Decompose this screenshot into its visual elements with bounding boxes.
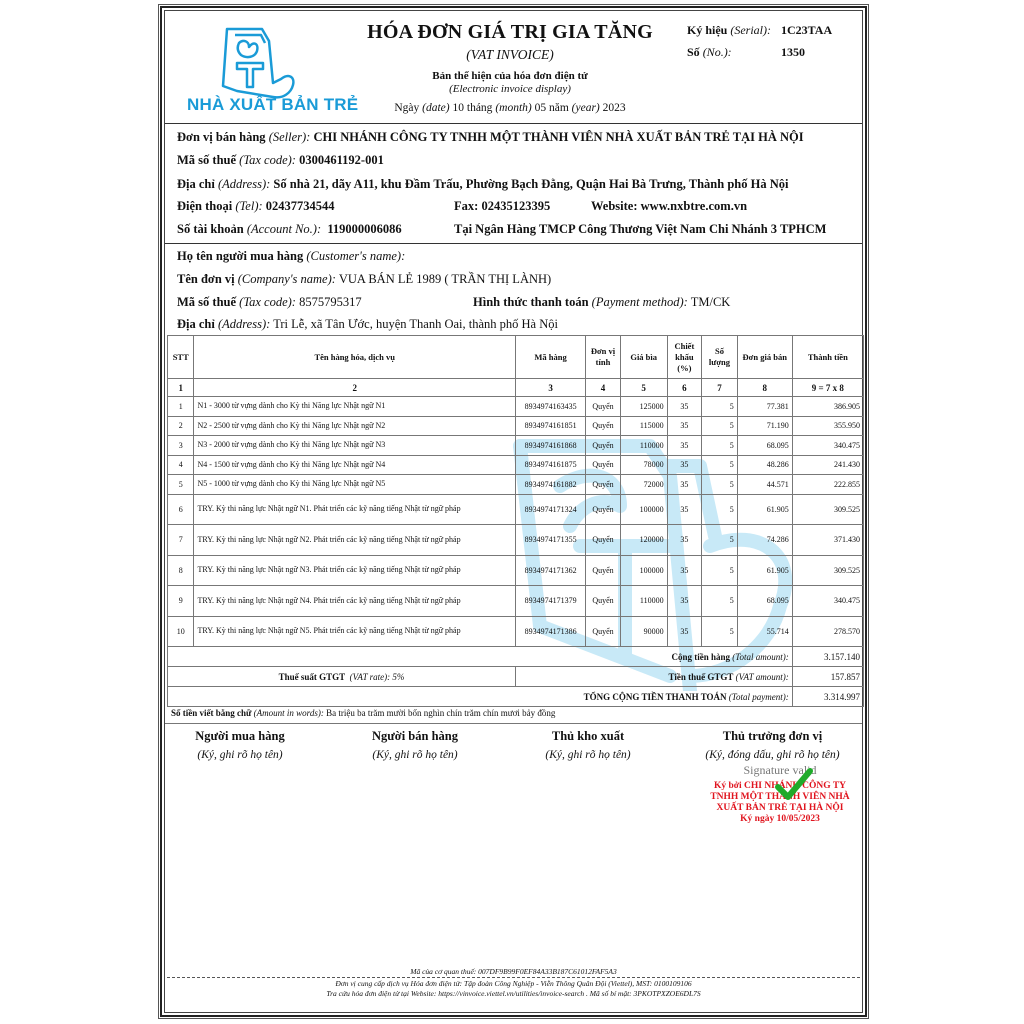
index-cell: 8 [737,379,792,397]
cell-unit: Quyển [586,616,621,647]
seller-address-line: Địa chỉ (Address): Số nhà 21, dãy A11, khu Đầm Trấu, Phường Bạch Đằng, Quận Hai Bà Trưng, Thành phố Hà Nội [177,177,789,191]
cell-discount: 35 [667,525,702,556]
divider [165,243,862,244]
cell-code: 8934974171324 [515,494,585,525]
vat-rate-value: 5% [392,671,405,682]
signature-status: Signature valid [743,763,817,777]
cell-code: 8934974163435 [515,397,585,417]
amount-in-words-value: Ba triệu ba trăm mười bốn nghìn chín trăm chín mươi bảy đồng [326,708,556,718]
vat-amount-label: Tiền thuế GTGT (VAT amount): [515,667,792,687]
total-payment-row [168,687,864,707]
total-amount-value: 3.157.140 [792,647,863,667]
cell-discount: 35 [667,586,702,617]
cell-stt: 10 [168,616,194,647]
seller-tax-line: Mã số thuế (Tax code): 0300461192-001 [177,153,384,167]
col-header-code: Mã hàng [515,336,585,379]
cell-unit: Quyển [586,436,621,456]
cell-qty: 5 [702,525,738,556]
cell-unit: Quyển [586,397,621,417]
table-header-row [168,336,864,379]
dotted-divider [167,977,860,978]
cell-qty: 5 [702,555,738,586]
cell-code: 8934974171379 [515,586,585,617]
seller-website[interactable]: www.nxbtre.com.vn [640,199,748,213]
cell-unit-price: 74.286 [737,525,792,556]
cell-amount: 340.475 [792,586,863,617]
cell-name: N5 - 1000 từ vựng dành cho Kỳ thi Năng lực Nhật ngữ N5 [194,475,516,495]
seller-address: Số nhà 21, dãy A11, khu Đầm Trấu, Phường Bạch Đằng, Quận Hai Bà Trưng, Thành phố Hà Nội [273,177,789,191]
vat-row [168,667,864,687]
cell-cover-price: 120000 [620,525,667,556]
cell-unit-price: 48.286 [737,455,792,475]
cell-cover-price: 90000 [620,616,667,647]
index-cell: 5 [620,379,667,397]
cell-unit: Quyển [586,525,621,556]
signature-signer: Ký bởi CHI NHÁNH CÔNG TY TNHH MỘT THÀNH VIÊN NHÀ XUẤT BẢN TRẺ TẠI HÀ NỘI Ký ngày 10/05/2023 [700,781,860,825]
cell-discount: 35 [667,455,702,475]
tax-authority-code: Mã của cơ quan thuế: 007DF9B99F0EF84A33B187C61012FAF5A3 [410,967,617,976]
cell-qty: 5 [702,436,738,456]
table-row [168,436,864,456]
cell-name: N2 - 2500 từ vựng dành cho Kỳ thi Năng lực Nhật ngữ N2 [194,416,516,436]
signature-title: Người mua hàng [195,729,285,743]
cell-name: TRY. Kỳ thi năng lực Nhật ngữ N2. Phát triển các kỹ năng tiếng Nhật từ ngữ pháp [194,525,516,556]
cell-code: 8934974161882 [515,475,585,495]
signature-hint: (Ký, ghi rõ họ tên) [545,749,631,761]
table-row [168,616,864,647]
signature-warehouse [503,729,673,761]
table-row [168,494,864,525]
cell-code: 8934974161868 [515,436,585,456]
cell-stt: 3 [168,436,194,456]
date-month-label-en: (month) [495,102,532,114]
digital-signature[interactable] [700,763,860,825]
cell-unit-price: 61.905 [737,555,792,586]
date-year-label-en: (year) [571,102,600,114]
cell-discount: 35 [667,475,702,495]
cell-stt: 6 [168,494,194,525]
cell-qty: 5 [702,475,738,495]
seller-website-line: Website: www.nxbtre.com.vn [591,199,748,213]
table-index-row [168,379,864,397]
col-header-stt: STT [168,336,194,379]
cell-code: 8934974171355 [515,525,585,556]
cell-stt: 8 [168,555,194,586]
cell-amount: 386.905 [792,397,863,417]
index-cell: 3 [515,379,585,397]
date-day-label-en: (date) [422,102,450,114]
cell-qty: 5 [702,455,738,475]
date-month-label: tháng [466,102,493,114]
cell-code: 8934974171362 [515,555,585,586]
col-header-unit: Đơn vị tính [586,336,621,379]
cell-name: N4 - 1500 từ vựng dành cho Kỳ thi Năng lực Nhật ngữ N4 [194,455,516,475]
cell-amount: 309.525 [792,555,863,586]
cell-amount: 340.475 [792,436,863,456]
date-day-label: Ngày [394,102,420,114]
divider [165,723,862,724]
amount-in-words: Số tiền viết bằng chữ (Amount in words): Ba triệu ba trăm mười bốn nghìn chín trăm chín mươi bảy đồng [171,708,556,718]
table-row [168,455,864,475]
cell-cover-price: 100000 [620,555,667,586]
display-label-vn: Bản thể hiện của hóa đơn điện tử [432,70,588,82]
items-table [167,335,864,707]
index-cell: 6 [667,379,702,397]
vat-rate-label: Thuế suất GTGT (VAT rate): 5% [168,667,516,687]
signature-director [685,729,860,761]
buyer-payment-line: Hình thức thanh toán (Payment method): TM/CK [473,295,731,309]
cell-stt: 7 [168,525,194,556]
cell-unit-price: 71.190 [737,416,792,436]
date-year: 2023 [602,102,626,114]
cell-unit-price: 61.905 [737,494,792,525]
cell-cover-price: 110000 [620,586,667,617]
col-header-name: Tên hàng hóa, dịch vụ [194,336,516,379]
seller-fax: 02435123395 [481,199,551,213]
cell-code: 8934974171386 [515,616,585,647]
cell-unit-price: 55.714 [737,616,792,647]
invoice-number-row [687,45,832,67]
total-amount-row [168,647,864,667]
cell-name: TRY. Kỳ thi năng lực Nhật ngữ N3. Phát triển các kỹ năng tiếng Nhật từ ngữ pháp [194,555,516,586]
divider [165,123,862,124]
cell-qty: 5 [702,616,738,647]
cell-discount: 35 [667,616,702,647]
table-row [168,555,864,586]
provider-info: Đơn vị cung cấp dịch vụ Hóa đơn điện tử: Tập đoàn Công Nghiệp - Viễn Thông Quân Đội (Viettel), MST: 0100109106 [335,979,692,988]
signature-buyer [155,729,325,761]
invoice-subtitle: (VAT INVOICE) [466,47,554,62]
cell-qty: 5 [702,397,738,417]
cell-name: TRY. Kỳ thi năng lực Nhật ngữ N1. Phát triển các kỹ năng tiếng Nhật từ ngữ pháp [194,494,516,525]
cell-discount: 35 [667,555,702,586]
signature-hint: (Ký, ghi rõ họ tên) [197,749,283,761]
serial-value: 1C23TAA [781,23,833,37]
seller-name-line: Đơn vị bán hàng (Seller): CHI NHÁNH CÔNG TY TNHH MỘT THÀNH VIÊN NHÀ XUẤT BẢN TRẺ TẠI HÀ NỘI [177,130,804,144]
seller-tax-code: 0300461192-001 [299,153,384,167]
buyer-payment-method: TM/CK [690,295,731,309]
table-row [168,397,864,417]
signature-hint: (Ký, ghi rõ họ tên) [372,749,458,761]
cell-cover-price: 110000 [620,436,667,456]
invoice-page [160,6,867,1017]
seller-fax-line: Fax: 02435123395 [454,199,551,213]
invoice-title-block [345,21,675,114]
buyer-company-line: Tên đơn vị (Company's name): VUA BÁN LẺ 1989 ( TRẦN THỊ LÀNH) [177,272,552,286]
serial-block [687,23,832,67]
index-cell: 7 [702,379,738,397]
signature-hint: (Ký, đóng dấu, ghi rõ họ tên) [705,749,840,761]
signature-title: Thủ kho xuất [551,729,625,743]
cell-name: N3 - 2000 từ vựng dành cho Kỳ thi Năng lực Nhật ngữ N3 [194,436,516,456]
invoice-title: HÓA ĐƠN GIÁ TRỊ GIA TĂNG [367,21,653,43]
cell-stt: 1 [168,397,194,417]
table-row [168,416,864,436]
buyer-tax-code: 8575795317 [299,295,362,309]
table-row [168,475,864,495]
cell-qty: 5 [702,416,738,436]
seller-tel: 02437734544 [265,199,335,213]
seller-account: 119000006086 [327,222,402,236]
cell-unit: Quyển [586,475,621,495]
index-cell: 1 [168,379,194,397]
cell-amount: 278.570 [792,616,863,647]
seller-name: CHI NHÁNH CÔNG TY TNHH MỘT THÀNH VIÊN NHÀ XUẤT BẢN TRẺ TẠI HÀ NỘI [313,130,804,144]
checkmark-icon [774,767,814,803]
col-header-qty: Số lượng [702,336,738,379]
cell-unit: Quyển [586,455,621,475]
seller-tel-line: Điện thoại (Tel): 02437734544 [177,199,335,213]
signature-title: Người bán hàng [372,729,458,743]
cell-amount: 222.855 [792,475,863,495]
cell-stt: 4 [168,455,194,475]
cell-discount: 35 [667,494,702,525]
seller-bank: Tại Ngân Hàng TMCP Công Thương Việt Nam Chi Nhánh 3 TPHCM [454,222,827,236]
cell-unit-price: 77.381 [737,397,792,417]
cell-amount: 241.430 [792,455,863,475]
invoice-number-value: 1350 [781,45,805,59]
buyer-customer-line: Họ tên người mua hàng (Customer's name): [177,249,406,263]
total-amount-label: Cộng tiền hàng (Total amount): [168,647,793,667]
serial-label: Ký hiệu (Serial): [687,23,771,37]
cell-cover-price: 72000 [620,475,667,495]
cell-unit: Quyển [586,416,621,436]
buyer-address-line: Địa chỉ (Address): Tri Lễ, xã Tân Ước, huyện Thanh Oai, thành phố Hà Nội [177,317,558,331]
col-header-amount: Thành tiền [792,336,863,379]
cell-unit-price: 68.095 [737,586,792,617]
date-day: 10 [452,102,464,114]
cell-stt: 5 [168,475,194,495]
cell-discount: 35 [667,436,702,456]
invoice-number-label: Số (No.): [687,45,732,59]
buyer-address: Tri Lễ, xã Tân Ước, huyện Thanh Oai, thành phố Hà Nội [273,317,558,331]
invoice-date [345,102,675,114]
cell-unit: Quyển [586,586,621,617]
cell-cover-price: 115000 [620,416,667,436]
cell-unit: Quyển [586,494,621,525]
vat-amount-value: 157.857 [792,667,863,687]
buyer-company-name: VUA BÁN LẺ 1989 ( TRẦN THỊ LÀNH) [338,272,552,286]
cell-code: 8934974161875 [515,455,585,475]
display-label-en: (Electronic invoice display) [449,83,571,95]
invoice-inner-border [164,10,863,1013]
cell-name: TRY. Kỳ thi năng lực Nhật ngữ N5. Phát triển các kỹ năng tiếng Nhật từ ngữ pháp [194,616,516,647]
index-cell: 9 = 7 x 8 [792,379,863,397]
col-header-cover-price: Giá bìa [620,336,667,379]
cell-qty: 5 [702,494,738,525]
date-year-label: năm [548,102,569,114]
cell-cover-price: 100000 [620,494,667,525]
cell-cover-price: 125000 [620,397,667,417]
cell-discount: 35 [667,397,702,417]
cell-name: N1 - 3000 từ vựng dành cho Kỳ thi Năng lực Nhật ngữ N1 [194,397,516,417]
cell-amount: 371.430 [792,525,863,556]
col-header-discount: Chiết khấu (%) [667,336,702,379]
table-row [168,586,864,617]
serial-row [687,23,832,45]
table-row [168,525,864,556]
cell-unit-price: 44.571 [737,475,792,495]
lookup-info[interactable]: Tra cứu hóa đơn điện tử tại Website: https://vinvoice.viettel.vn/utilities/invoice-search . Mã số bí mật: 3PKOTPXZOE6DL7S [326,989,701,998]
cell-cover-price: 78000 [620,455,667,475]
cell-amount: 355.950 [792,416,863,436]
col-header-unit-price: Đơn giá bán [737,336,792,379]
cell-stt: 9 [168,586,194,617]
cell-name: TRY. Kỳ thi năng lực Nhật ngữ N4. Phát triển các kỹ năng tiếng Nhật từ ngữ pháp [194,586,516,617]
index-cell: 2 [194,379,516,397]
signature-date: Ký ngày 10/05/2023 [740,814,820,824]
cell-discount: 35 [667,416,702,436]
cell-code: 8934974161851 [515,416,585,436]
signature-seller [330,729,500,761]
cell-amount: 309.525 [792,494,863,525]
cell-qty: 5 [702,586,738,617]
total-payment-value: 3.314.997 [792,687,863,707]
buyer-tax-line: Mã số thuế (Tax code): 8575795317 [177,295,362,309]
index-cell: 4 [586,379,621,397]
cell-unit-price: 68.095 [737,436,792,456]
date-month: 05 [534,102,547,114]
cell-stt: 2 [168,416,194,436]
total-payment-label: TỔNG CỘNG TIỀN THANH TOÁN (Total payment): [168,687,793,707]
signature-title: Thủ trưởng đơn vị [722,729,823,743]
publisher-logo-text: NHÀ XUẤT BẢN TRẺ [187,95,359,114]
seller-account-line: Số tài khoản (Account No.): 119000006086 [177,222,402,236]
cell-unit: Quyển [586,555,621,586]
